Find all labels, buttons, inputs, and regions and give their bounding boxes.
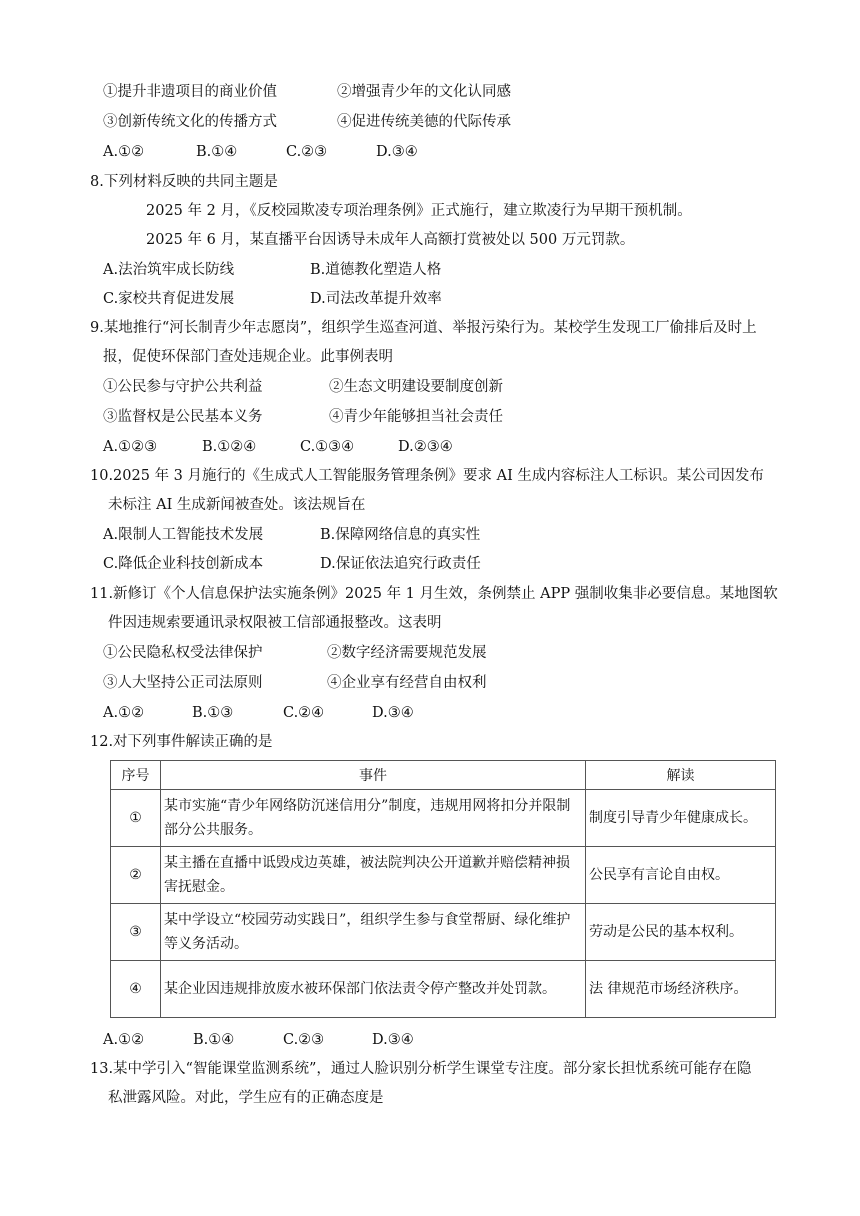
q12-stem: 12.对下列事件解读正确的是 [90,734,273,750]
q11-option-1: ①公民隐私权受法律保护 [103,645,263,661]
q8-stem: 8.下列材料反映的共同主题是 [90,174,278,190]
q7-option-4: ④促进传统美德的代际传承 [337,114,511,130]
q11-choice-b: B.①③ [192,705,234,721]
q8-material-1: 2025 年 2 月，《反校园欺凌专项治理条例》正式施行，建立欺凌行为早期干预机制。 [146,203,692,219]
row-number: ③ [111,904,161,961]
q9-option-1: ①公民参与守护公共利益 [103,379,263,395]
table-row [111,904,776,961]
q12-choice-d: D.③④ [372,1032,414,1048]
row-number: ④ [111,961,161,1018]
q8-choice-b: B.道德教化塑造人格 [310,262,442,278]
row-event: 某主播在直播中诋毁戍边英雄，被法院判决公开道歉并赔偿精神损害抚慰金。 [161,847,586,904]
q12-choice-c: C.②③ [283,1032,325,1048]
q9-stem-line-2: 报，促使环保部门查处违规企业。此事例表明 [103,349,393,365]
q11-stem-line-2: 件因违规索要通讯录权限被工信部通报整改。这表明 [108,615,442,631]
q11-stem-line-1: 11.新修订《个人信息保护法实施条例》2025 年 1 月生效，条例禁止 APP 强制收集非必要信息。某地图软 [90,586,778,602]
q10-stem-line-2: 未标注 AI 生成新闻被查处。该法规旨在 [108,497,366,513]
row-reading: 制度引导青少年健康成长。 [586,790,776,847]
q8-material-2: 2025 年 6 月，某直播平台因诱导未成年人高额打赏被处以 500 万元罚款。 [146,232,635,248]
q13-stem-line-2: 私泄露风险。对此，学生应有的正确态度是 [108,1090,384,1106]
row-event: 某市实施“青少年网络防沉迷信用分”制度，违规用网将扣分并限制部分公共服务。 [161,790,586,847]
table-row [111,961,776,1018]
q11-option-2: ②数字经济需要规范发展 [327,645,487,661]
row-reading: 劳动是公民的基本权利。 [586,904,776,961]
events-table [110,760,776,1018]
row-event: 某企业因违规排放废水被环保部门依法责令停产整改并处罚款。 [161,961,586,1018]
header-reading: 解读 [586,761,776,790]
q7-option-3: ③创新传统文化的传播方式 [103,114,277,130]
q11-option-4: ④企业享有经营自由权利 [327,675,487,691]
row-event: 某中学设立“校园劳动实践日”，组织学生参与食堂帮厨、绿化维护等义务活动。 [161,904,586,961]
q10-choice-b: B.保障网络信息的真实性 [320,527,481,543]
q7-choice-d: D.③④ [376,144,418,160]
q11-choice-d: D.③④ [372,705,414,721]
q10-choice-d: D.保证依法追究行政责任 [320,556,481,572]
q9-choice-a: A.①②③ [103,439,158,455]
q9-option-3: ③监督权是公民基本义务 [103,409,263,425]
q10-choice-a: A.限制人工智能技术发展 [103,527,264,543]
header-event: 事件 [161,761,586,790]
q11-choice-c: C.②④ [283,705,325,721]
q10-choice-c: C.降低企业科技创新成本 [103,556,264,572]
row-reading: 法 律规范市场经济秩序。 [586,961,776,1018]
q9-option-2: ②生态文明建设要制度创新 [329,379,503,395]
table-row [111,790,776,847]
table-row [111,847,776,904]
q7-option-1: ①提升非遗项目的商业价值 [103,84,277,100]
q7-choice-c: C.②③ [286,144,328,160]
q8-choice-d: D.司法改革提升效率 [310,291,442,307]
q11-choice-a: A.①② [103,705,145,721]
q10-stem-line-1: 10.2025 年 3 月施行的《生成式人工智能服务管理条例》要求 AI 生成内容标注人工标识。某公司因发布 [90,468,764,484]
q8-choice-a: A.法治筑牢成长防线 [103,262,235,278]
q9-choice-c: C.①③④ [300,439,355,455]
row-reading: 公民享有言论自由权。 [586,847,776,904]
q12-choice-a: A.①② [103,1032,145,1048]
header-number: 序号 [111,761,161,790]
q7-option-2: ②增强青少年的文化认同感 [337,84,511,100]
q11-option-3: ③人大坚持公正司法原则 [103,675,263,691]
q9-choice-b: B.①②④ [202,439,257,455]
q12-choice-b: B.①④ [193,1032,235,1048]
q9-choice-d: D.②③④ [398,439,453,455]
q9-option-4: ④青少年能够担当社会责任 [329,409,503,425]
row-number: ① [111,790,161,847]
q7-choice-b: B.①④ [196,144,238,160]
q7-choice-a: A.①② [103,144,145,160]
q8-choice-c: C.家校共育促进发展 [103,291,235,307]
q13-stem-line-1: 13.某中学引入“智能课堂监测系统”，通过人脸识别分析学生课堂专注度。部分家长担忧系统可能存在隐 [90,1061,752,1077]
row-number: ② [111,847,161,904]
q9-stem-line-1: 9.某地推行“河长制青少年志愿岗”，组织学生巡查河道、举报污染行为。某校学生发现工厂偷排后及时上 [90,320,757,336]
